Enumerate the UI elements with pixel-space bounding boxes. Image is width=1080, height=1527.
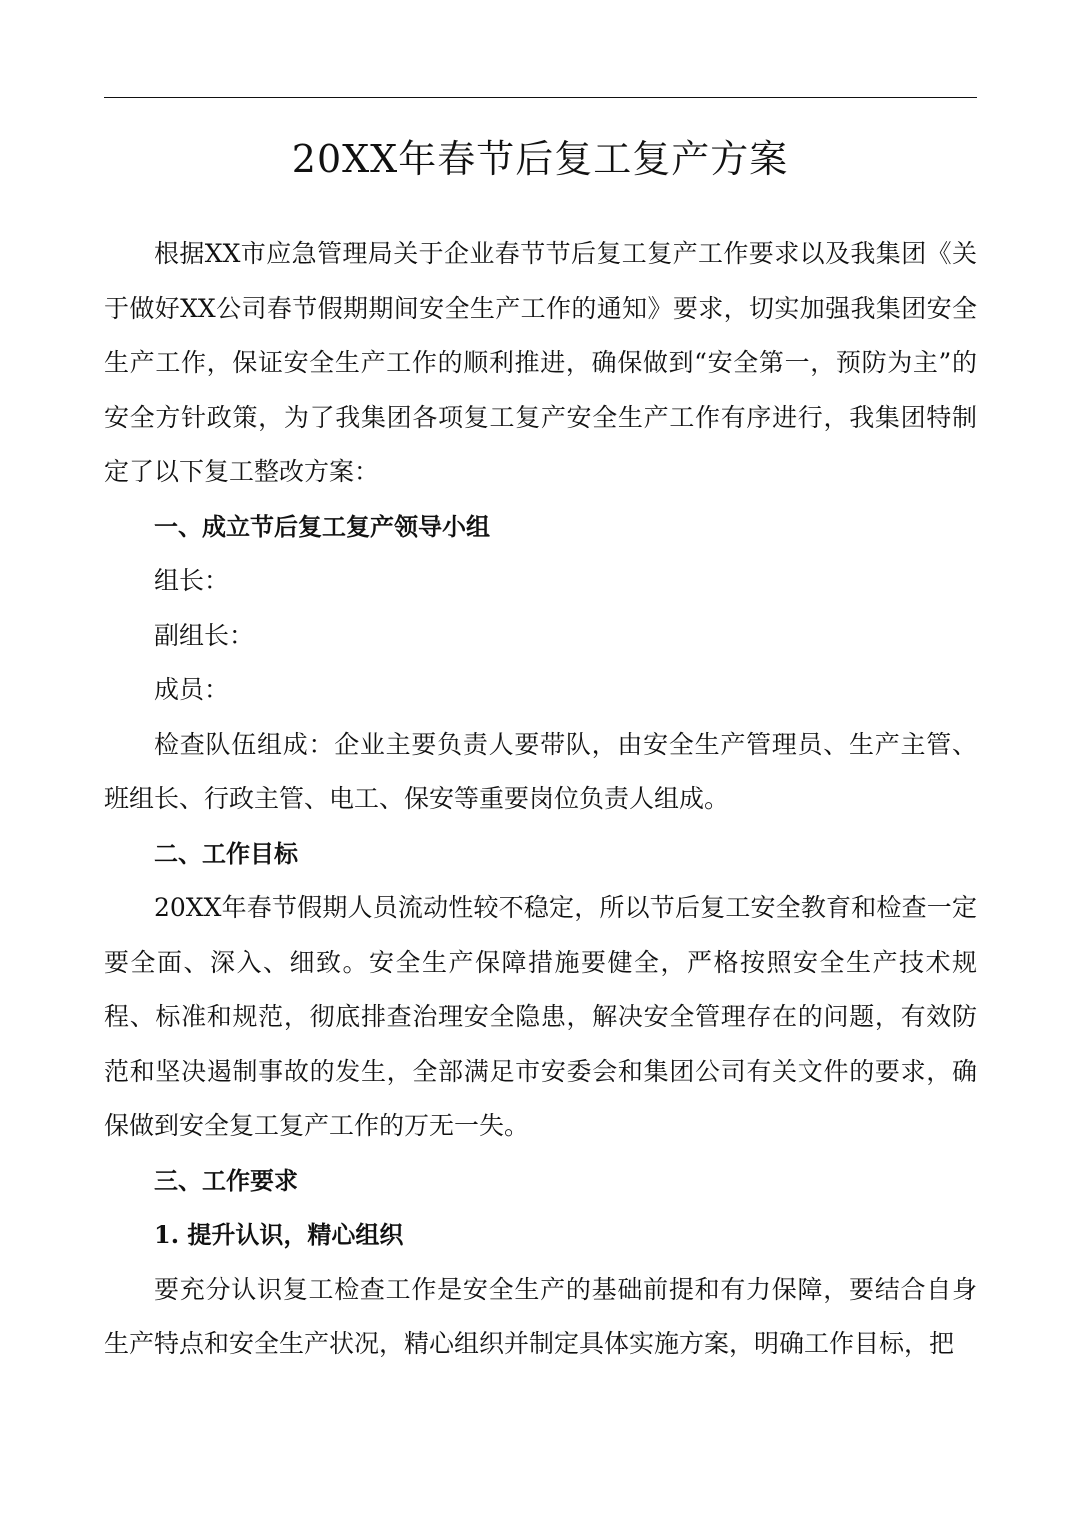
leader-field: 组长： (154, 566, 230, 595)
section3-sub1-paragraph: 要充分认识复工检查工作是安全生产的基础前提和有力保障，要结合自身生产特点和安全生产状况，精心组织并制定具体实施方案，明确工作目标，把 (104, 1274, 977, 1358)
document-title: 20XX年春节后复工复产方案 (291, 137, 789, 181)
section1-heading: 一、成立节后复工复产领导小组 (154, 511, 490, 541)
deputy-leader-field: 副组长： (154, 620, 255, 650)
section3-sub1-heading: 1. 提升认识，精心组织 (154, 1220, 404, 1249)
document-body (104, 227, 977, 1372)
section2-paragraph: 20XX年春节假期人员流动性较不稳定，所以节后复工安全教育和检查一定要全面、深入、细致。安全生产保障措施要健全，严格按照安全生产技术规程、标准和规范，彻底排查治理安全隐患，解决安全管理存在的问题，有效防范和坚决遏制事故的发生，全部满足市安委会和集团公司有关文件的要求，确保做到安全复工复产工作的万无一失。 (104, 893, 977, 1140)
section2-heading: 二、工作目标 (154, 838, 298, 868)
intro-paragraph: 根据XX市应急管理局关于企业春节节后复工复产工作要求以及我集团《关于做好XX公司春节假期期间安全生产工作的通知》要求，切实加强我集团安全生产工作，保证安全生产工作的顺利推进，确保做到“安全第一，预防为主”的安全方针政策，为了我集团各项复工复产安全生产工作有序进行，我集团特制定了以下复工整改方案： (104, 239, 977, 486)
members-field: 成员： (154, 675, 230, 704)
section3-heading: 三、工作要求 (154, 1165, 298, 1195)
header-rule (104, 97, 977, 98)
inspection-team-paragraph: 检查队伍组成：企业主要负责人要带队，由安全生产管理员、生产主管、班组长、行政主管、电工、保安等重要岗位负责人组成。 (104, 729, 977, 813)
